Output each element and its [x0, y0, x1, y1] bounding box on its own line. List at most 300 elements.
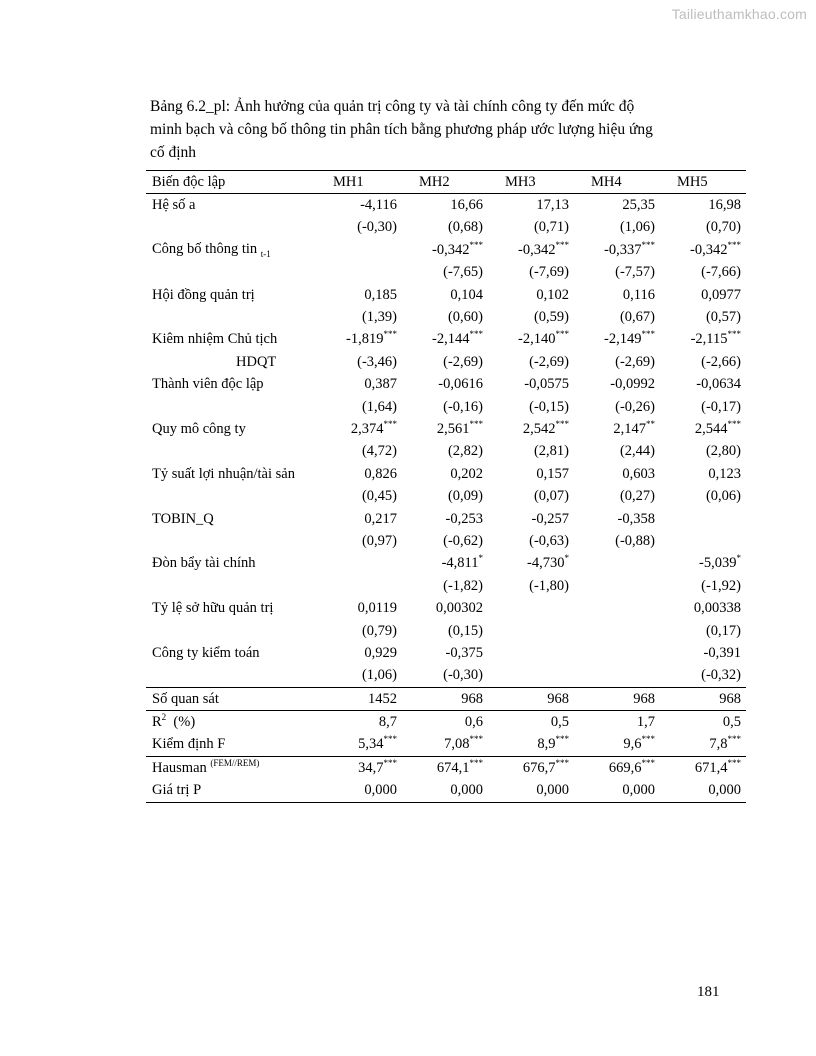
cell-value: 7,8: [709, 736, 728, 753]
table-cell: [488, 734, 574, 757]
row-label: [146, 194, 316, 217]
table-cell: [574, 463, 660, 485]
table-row: [146, 418, 746, 440]
table-cell: [402, 734, 488, 757]
table-row: [146, 757, 746, 780]
table-cell: [316, 374, 402, 396]
cell-value: 16,98: [708, 197, 741, 214]
table-cell: [316, 553, 402, 575]
table-cell: [402, 757, 488, 780]
table-cell: [574, 351, 660, 373]
row-label: [146, 239, 316, 261]
table-row: [146, 374, 746, 396]
cell-value: (-2,69): [529, 353, 569, 370]
row-label: [146, 665, 316, 688]
cell-value: 669,6: [608, 759, 642, 776]
cell-value: -0,342: [432, 241, 470, 258]
cell-value: 0,00302: [435, 600, 483, 617]
row-label-text: Thành viên độc lập: [152, 376, 264, 393]
table-cell: [402, 620, 488, 642]
table-cell: [660, 351, 746, 373]
cell-value: 0,116: [622, 286, 655, 303]
table-cell: [488, 780, 574, 803]
row-label-text: Tỷ suất lợi nhuận/tài sản: [152, 465, 295, 482]
watermark: Tailieuthamkhao.com: [671, 6, 807, 22]
table-row: [146, 508, 746, 530]
cell-value: (-7,69): [529, 264, 569, 281]
table-cell: [316, 757, 402, 780]
table-cell: [660, 508, 746, 530]
table-cell: [574, 687, 660, 710]
cell-value: 968: [633, 690, 655, 707]
table-cell: [488, 306, 574, 328]
table-cell: [574, 530, 660, 552]
row-label-suffix: (%): [166, 714, 196, 731]
table-cell: [574, 194, 660, 217]
significance-stars: ***: [727, 418, 741, 429]
table-cell: [402, 262, 488, 284]
cell-value: (-2,66): [701, 353, 741, 370]
row-label-text: Hausman: [152, 759, 211, 776]
cell-value: (-0,15): [529, 398, 569, 415]
row-label-text: Công bố thông tin: [152, 241, 258, 258]
significance-stars: ***: [641, 329, 655, 340]
table-cell: [574, 306, 660, 328]
cell-value: -0,253: [445, 510, 483, 527]
cell-value: (0,09): [447, 488, 483, 505]
cell-value: (0,06): [705, 488, 741, 505]
significance-stars: ***: [383, 418, 397, 429]
cell-value: 9,6: [623, 736, 642, 753]
cell-value: 0,603: [622, 465, 655, 482]
cell-value: 0,000: [536, 782, 569, 799]
table-cell: [488, 757, 574, 780]
cell-value: 0,202: [450, 465, 483, 482]
table-row: [146, 687, 746, 710]
table-cell: [574, 441, 660, 463]
cell-value: (0,97): [361, 532, 397, 549]
table-cell: [574, 575, 660, 597]
row-label: [146, 418, 316, 440]
significance-stars: ***: [641, 757, 655, 768]
row-label: [146, 463, 316, 485]
cell-value: -0,257: [531, 510, 569, 527]
row-label-text: Hội đồng quản trị: [152, 286, 255, 303]
table-cell: [660, 553, 746, 575]
row-label-text: Tỷ lệ sở hữu quản trị: [152, 600, 274, 617]
cell-value: 1452: [368, 690, 397, 707]
row-label: [146, 396, 316, 418]
table-cell: [574, 284, 660, 306]
table-row: [146, 441, 746, 463]
cell-value: -2,115: [690, 331, 728, 348]
cell-value: 0,000: [450, 782, 483, 799]
row-label: [146, 597, 316, 619]
table-cell: [488, 329, 574, 351]
row-label: [146, 374, 316, 396]
significance-stars: ***: [641, 734, 655, 745]
significance-stars: ***: [641, 239, 655, 250]
cell-value: (-0,32): [701, 667, 741, 684]
row-label: [146, 780, 316, 803]
table-cell: [488, 262, 574, 284]
table-cell: [316, 239, 402, 261]
significance-stars: ***: [469, 734, 483, 745]
significance-stars: *: [736, 553, 741, 564]
cell-value: 0,185: [364, 286, 397, 303]
table-cell: [574, 734, 660, 757]
row-label-text: Đòn bẩy tài chính: [152, 555, 256, 572]
table-row: [146, 239, 746, 261]
row-label: [146, 575, 316, 597]
table-cell: [316, 194, 402, 217]
table-cell: [488, 687, 574, 710]
table-row: [146, 642, 746, 664]
table-cell: [660, 306, 746, 328]
significance-stars: ***: [727, 757, 741, 768]
significance-stars: ***: [555, 734, 569, 745]
cell-value: (-0,30): [357, 219, 397, 236]
cell-value: (-1,80): [529, 577, 569, 594]
significance-stars: ***: [555, 239, 569, 250]
cell-value: (1,39): [361, 309, 397, 326]
cell-value: 34,7: [358, 759, 384, 776]
cell-value: -2,149: [604, 331, 642, 348]
row-label: [146, 284, 316, 306]
table-cell: [488, 642, 574, 664]
cell-value: 1,7: [636, 714, 655, 731]
significance-stars: *: [564, 553, 569, 564]
cell-value: (-2,69): [615, 353, 655, 370]
table-cell: [574, 374, 660, 396]
row-label: [146, 508, 316, 530]
row-label: [146, 262, 316, 284]
table-cell: [316, 396, 402, 418]
cell-value: (2,81): [533, 443, 569, 460]
significance-stars: ***: [727, 734, 741, 745]
cell-value: -0,0992: [610, 376, 655, 393]
cell-value: -0,375: [445, 644, 483, 661]
table-cell: [660, 463, 746, 485]
table-cell: [488, 665, 574, 688]
table-cell: [402, 194, 488, 217]
table-cell: [316, 665, 402, 688]
cell-value: 968: [461, 690, 483, 707]
cell-value: -2,144: [432, 331, 470, 348]
significance-stars: ***: [555, 329, 569, 340]
table-cell: [316, 485, 402, 507]
cell-value: 0,0119: [357, 600, 397, 617]
cell-value: -2,140: [518, 331, 556, 348]
caption-line: cố định: [150, 144, 197, 161]
row-label-text: R: [152, 714, 162, 731]
table-cell: [488, 597, 574, 619]
cell-value: 16,66: [450, 197, 483, 214]
cell-value: (0,57): [705, 309, 741, 326]
table-cell: [402, 687, 488, 710]
cell-value: 671,4: [694, 759, 728, 776]
table-cell: [402, 530, 488, 552]
table-cell: [316, 597, 402, 619]
cell-value: 0,0977: [701, 286, 741, 303]
table-cell: [660, 711, 746, 734]
cell-value: (0,27): [619, 488, 655, 505]
table-cell: [574, 665, 660, 688]
table-cell: [574, 757, 660, 780]
cell-value: -0,358: [617, 510, 655, 527]
table-cell: [316, 508, 402, 530]
table-cell: [488, 441, 574, 463]
row-label: [146, 441, 316, 463]
cell-value: 0,104: [450, 286, 483, 303]
table-cell: [488, 217, 574, 239]
cell-value: -1,819: [346, 331, 384, 348]
table-cell: [316, 441, 402, 463]
table-cell: [660, 620, 746, 642]
table-cell: [660, 665, 746, 688]
table-cell: [660, 194, 746, 217]
row-label-text: Quy mô công ty: [152, 420, 246, 437]
row-label: [146, 351, 316, 373]
table-cell: [660, 485, 746, 507]
cell-value: (0,71): [533, 219, 569, 236]
table-row: [146, 780, 746, 803]
cell-value: (-3,46): [357, 353, 397, 370]
table-cell: [488, 284, 574, 306]
table-row: [146, 351, 746, 373]
cell-value: (-0,17): [701, 398, 741, 415]
significance-stars: ***: [469, 418, 483, 429]
caption-line: Bảng 6.2_pl: Ảnh hưởng của quản trị công ty và tài chính công ty đến mức độ: [150, 98, 635, 115]
table-cell: [660, 530, 746, 552]
table-cell: [660, 217, 746, 239]
row-label: [146, 642, 316, 664]
row-label-superscript: (FEM//REM): [210, 757, 260, 768]
cell-value: (-0,63): [529, 532, 569, 549]
row-label-text: Giá trị P: [152, 782, 202, 799]
table-cell: [488, 575, 574, 597]
cell-value: -0,337: [604, 241, 642, 258]
table-cell: [402, 329, 488, 351]
row-label-subscript: t-1: [260, 249, 271, 260]
table-cell: [660, 239, 746, 261]
cell-value: 0,000: [364, 782, 397, 799]
cell-value: (0,70): [705, 219, 741, 236]
table-cell: [402, 217, 488, 239]
cell-value: 968: [719, 690, 741, 707]
column-header: Biến độc lập: [146, 171, 316, 194]
cell-value: (0,79): [361, 622, 397, 639]
cell-value: -0,0575: [524, 376, 569, 393]
table-cell: [488, 396, 574, 418]
cell-value: 7,08: [444, 736, 470, 753]
cell-value: 674,1: [436, 759, 470, 776]
table-cell: [402, 441, 488, 463]
table-row: [146, 329, 746, 351]
table-cell: [402, 396, 488, 418]
table-cell: [660, 642, 746, 664]
table-cell: [574, 485, 660, 507]
cell-value: 2,542: [522, 420, 556, 437]
column-header: MH1: [316, 171, 402, 194]
table-cell: [402, 597, 488, 619]
table-cell: [316, 463, 402, 485]
table-cell: [574, 329, 660, 351]
table-cell: [574, 396, 660, 418]
cell-value: 0,217: [364, 510, 397, 527]
table-cell: [316, 530, 402, 552]
page-number: 181: [697, 984, 720, 1000]
cell-value: -0,391: [703, 644, 741, 661]
table-cell: [574, 418, 660, 440]
table-cell: [488, 530, 574, 552]
cell-value: (0,07): [533, 488, 569, 505]
cell-value: 0,157: [536, 465, 569, 482]
column-header: MH4: [574, 171, 660, 194]
row-label-text: Số quan sát: [152, 690, 219, 707]
row-label-text: Công ty kiểm toán: [152, 644, 260, 661]
table-row: [146, 575, 746, 597]
significance-stars: *: [478, 553, 483, 564]
row-label: [146, 620, 316, 642]
cell-value: (2,82): [447, 443, 483, 460]
table-cell: [574, 508, 660, 530]
cell-value: (-7,65): [443, 264, 483, 281]
table-cell: [488, 711, 574, 734]
table-cell: [316, 284, 402, 306]
cell-value: 0,929: [364, 644, 397, 661]
table-cell: [660, 284, 746, 306]
table-cell: [402, 642, 488, 664]
table-cell: [488, 463, 574, 485]
cell-value: (2,80): [705, 443, 741, 460]
cell-value: 5,34: [358, 736, 384, 753]
significance-stars: ***: [383, 329, 397, 340]
table-cell: [488, 374, 574, 396]
table-row: [146, 597, 746, 619]
cell-value: 2,374: [350, 420, 384, 437]
table-cell: [574, 711, 660, 734]
cell-value: 17,13: [536, 197, 569, 214]
cell-value: 8,9: [537, 736, 556, 753]
cell-value: (-1,92): [701, 577, 741, 594]
table-cell: [488, 620, 574, 642]
table-caption: [150, 95, 740, 164]
cell-value: 0,826: [364, 465, 397, 482]
table-cell: [660, 780, 746, 803]
table-cell: [574, 239, 660, 261]
row-label: [146, 553, 316, 575]
cell-value: (1,06): [619, 219, 655, 236]
cell-value: -4,811: [441, 555, 479, 572]
table-cell: [402, 553, 488, 575]
table-cell: [316, 687, 402, 710]
significance-stars: ***: [469, 329, 483, 340]
row-label-text: Kiêm nhiệm Chủ tịch: [152, 331, 278, 348]
cell-value: 968: [547, 690, 569, 707]
table-cell: [660, 262, 746, 284]
table-cell: [402, 306, 488, 328]
cell-value: -4,116: [360, 197, 397, 214]
table-cell: [660, 687, 746, 710]
cell-value: (-0,62): [443, 532, 483, 549]
row-label-text: Hệ số a: [152, 197, 196, 214]
table-cell: [402, 711, 488, 734]
table-cell: [316, 351, 402, 373]
table-cell: [316, 620, 402, 642]
row-label: [146, 217, 316, 239]
table-row: [146, 485, 746, 507]
table-cell: [660, 575, 746, 597]
cell-value: -0,342: [690, 241, 728, 258]
cell-value: -5,039: [699, 555, 737, 572]
row-label: [146, 306, 316, 328]
row-label-superscript: 2: [161, 712, 167, 723]
table-cell: [402, 374, 488, 396]
table-row: [146, 530, 746, 552]
significance-stars: ***: [383, 734, 397, 745]
significance-stars: ***: [727, 329, 741, 340]
row-label: [146, 687, 316, 710]
column-header: MH2: [402, 171, 488, 194]
table-cell: [660, 734, 746, 757]
table-row: [146, 665, 746, 688]
cell-value: 2,544: [694, 420, 728, 437]
table-cell: [660, 757, 746, 780]
table-cell: [316, 711, 402, 734]
table-row: [146, 620, 746, 642]
cell-value: -0,0616: [438, 376, 483, 393]
significance-stars: ***: [383, 757, 397, 768]
table-cell: [660, 396, 746, 418]
table-row: [146, 217, 746, 239]
cell-value: (0,59): [533, 309, 569, 326]
row-label: [146, 734, 316, 757]
table-cell: [402, 284, 488, 306]
cell-value: 0,5: [722, 714, 741, 731]
table-cell: [402, 351, 488, 373]
row-label: [146, 530, 316, 552]
cell-value: 0,123: [708, 465, 741, 482]
table-header-row: [146, 171, 746, 194]
cell-value: (1,06): [361, 667, 397, 684]
cell-value: (2,44): [619, 443, 655, 460]
table-cell: [402, 665, 488, 688]
row-label-text: HDQT: [236, 353, 277, 370]
row-label: [146, 757, 316, 780]
significance-stars: ***: [555, 418, 569, 429]
table-cell: [488, 351, 574, 373]
column-header: MH3: [488, 171, 574, 194]
table-cell: [660, 374, 746, 396]
table-cell: [574, 217, 660, 239]
table-cell: [316, 780, 402, 803]
table-cell: [574, 620, 660, 642]
table-cell: [660, 329, 746, 351]
cell-value: (-0,16): [443, 398, 483, 415]
table-row: [146, 262, 746, 284]
table-row: [146, 284, 746, 306]
table-cell: [316, 306, 402, 328]
cell-value: (0,67): [619, 309, 655, 326]
cell-value: (-0,26): [615, 398, 655, 415]
significance-stars: ***: [469, 757, 483, 768]
table-cell: [488, 485, 574, 507]
table-cell: [488, 553, 574, 575]
cell-value: (-0,30): [443, 667, 483, 684]
table-cell: [660, 418, 746, 440]
table-cell: [660, 441, 746, 463]
